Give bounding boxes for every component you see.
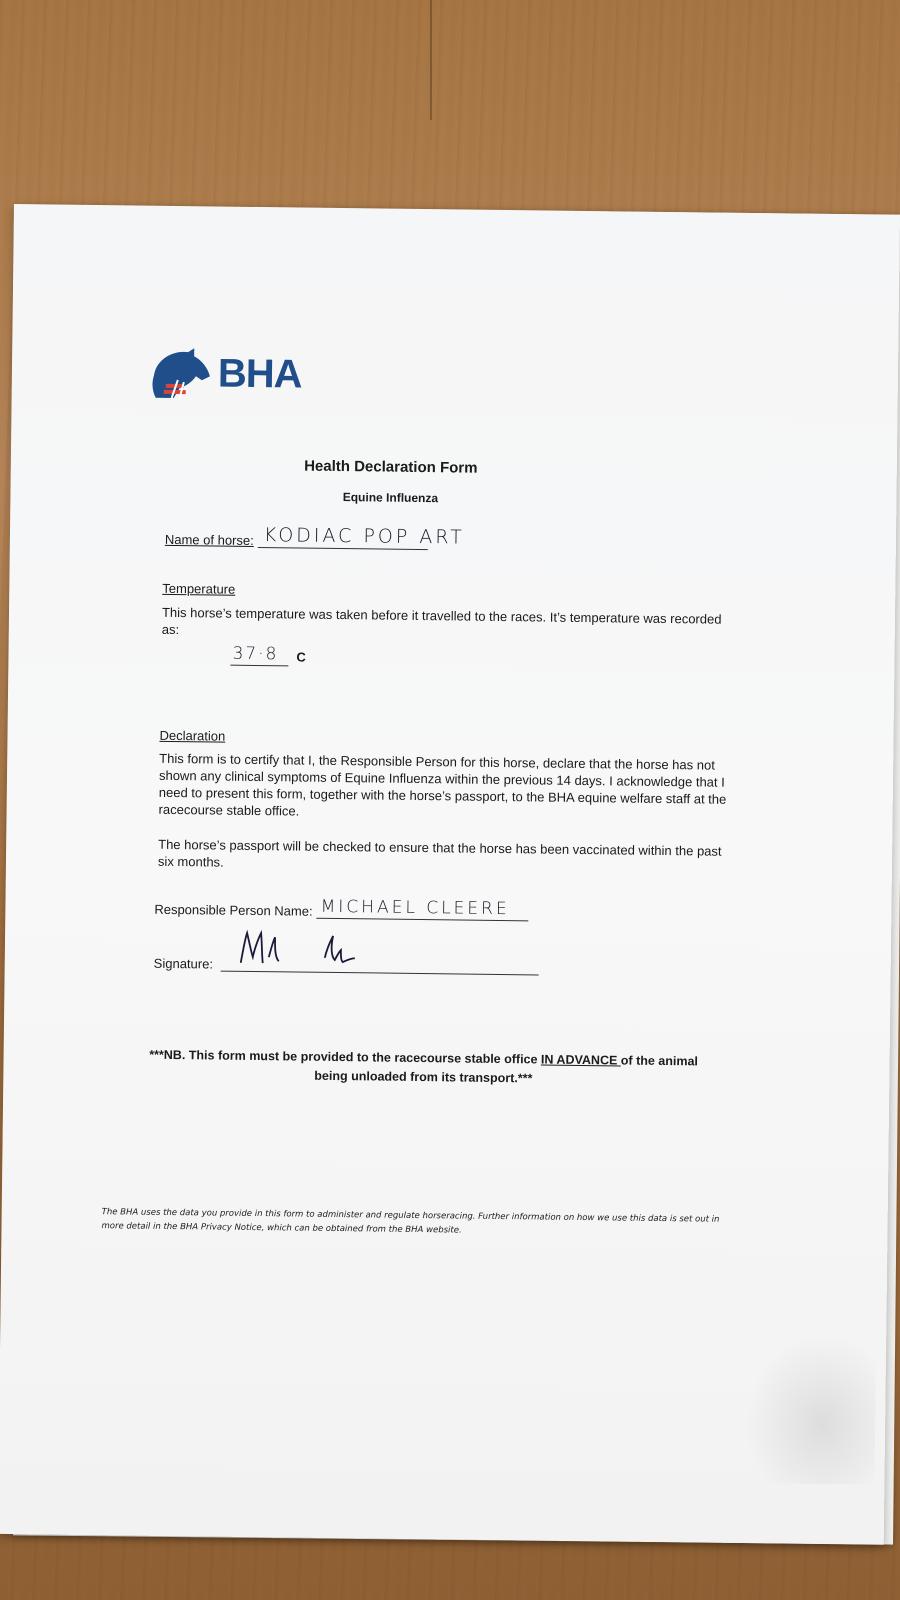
signature-label: Signature: <box>153 955 214 972</box>
bha-logo-text: BHA <box>217 351 302 397</box>
nb-suffix: of the animal being unloaded from its transport.*** <box>314 1053 699 1086</box>
responsible-person-row <box>154 894 529 922</box>
temperature-heading: Temperature <box>162 580 236 597</box>
horse-name-label: Name of horse: <box>164 531 254 548</box>
horse-name-field[interactable] <box>258 524 465 550</box>
responsible-person-value: MICHAEL CLEERE <box>320 896 510 920</box>
form-title: Health Declaration Form <box>304 457 478 477</box>
form-subtitle: Equine Influenza <box>342 490 439 506</box>
health-declaration-form <box>0 204 900 1545</box>
responsible-person-label: Responsible Person Name: <box>154 901 313 919</box>
table-plank-seam <box>430 0 432 120</box>
horse-name-row <box>164 524 465 550</box>
privacy-notice: The BHA uses the data you provide in this form to administer and regulate horseracing. Further information on how we use this data is set out in more detail in the BHA Privacy Notice, which can be obtained from the BHA website. <box>101 1207 720 1236</box>
signature-field[interactable] <box>221 949 539 976</box>
horse-head-icon <box>150 346 213 401</box>
declaration-paragraph-2: The horse’s passport will be checked to ensure that the horse has been vaccinated within the past six months. <box>157 836 722 870</box>
handwritten-signature-icon <box>235 927 376 971</box>
temperature-value: 37·8 <box>232 643 279 665</box>
signature-row <box>154 948 540 976</box>
responsible-person-field[interactable] <box>317 896 529 922</box>
declaration-heading: Declaration <box>159 727 226 744</box>
declaration-paragraph-1: This form is to certify that I, the Responsible Person for this horse, declare that the horse has not shown any clinical symptoms of Equine Influenza within the previous 14 days. I acknowledge that I need to present this form, together with the horse’s passport, to the BHA equine welfare staff at the racecourse stable office. <box>158 750 727 819</box>
temperature-text: This horse’s temperature was taken before it travelled to the races. It’s temperature was recorded as: <box>161 604 722 638</box>
nb-notice <box>143 1046 703 1091</box>
paper-smudge <box>744 1333 876 1485</box>
temperature-unit: C <box>296 649 306 665</box>
bha-logo <box>150 346 302 402</box>
temperature-field[interactable] <box>230 643 288 667</box>
nb-prefix: ***NB. This form must be provided to the racecourse stable office <box>149 1047 542 1067</box>
nb-emphasis: IN ADVANCE <box>540 1052 621 1068</box>
horse-name-value: KODIAC POP ART <box>263 524 465 549</box>
temperature-row <box>230 643 306 667</box>
